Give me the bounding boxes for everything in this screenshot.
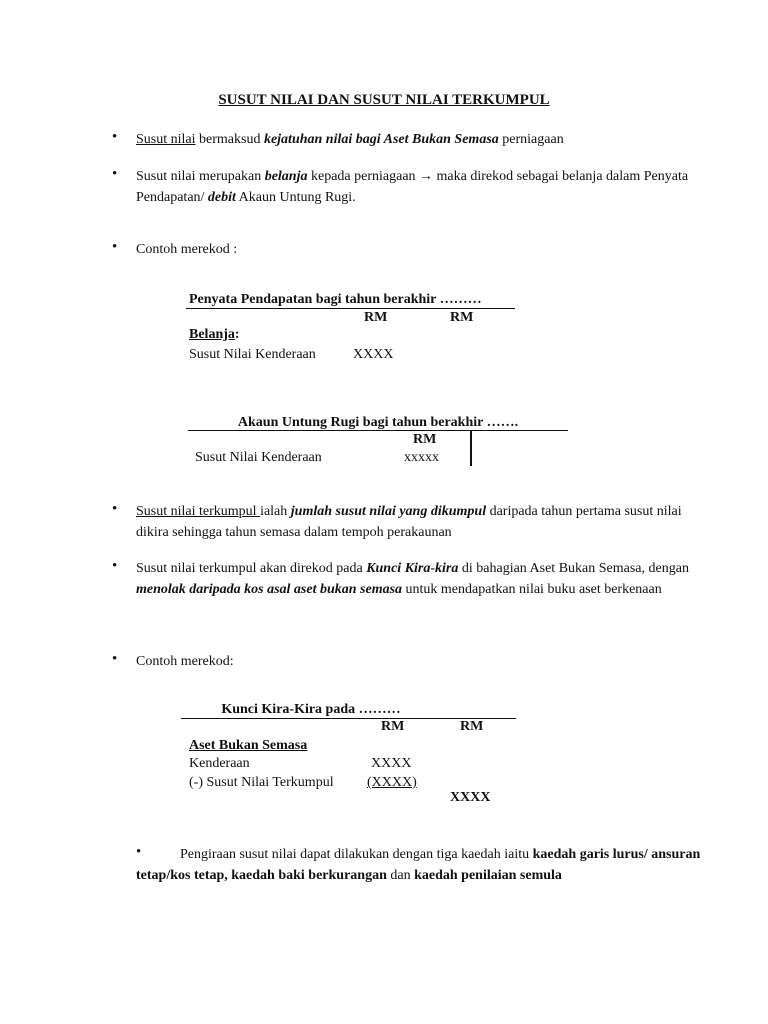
strong-text: kaedah penilaian semula bbox=[414, 868, 562, 883]
row-value: XXXX bbox=[371, 756, 412, 771]
emphasis-text: Kunci Kira-kira bbox=[366, 561, 459, 576]
bullet-icon: • bbox=[112, 166, 118, 182]
text-segment: maka direkod sebagai belanja dalam Penyata Pendapatan/ bbox=[136, 169, 689, 205]
text-segment: bermaksud bbox=[195, 132, 264, 147]
emphasis-text: jumlah susut nilai yang dikumpul bbox=[290, 504, 487, 519]
section-heading bbox=[189, 327, 240, 343]
text-segment: Akaun Untung Rugi. bbox=[235, 190, 356, 205]
emphasis-text: debit bbox=[207, 190, 236, 205]
bullet-icon: • bbox=[112, 558, 118, 574]
paragraph-belanja bbox=[136, 166, 706, 208]
column-header-rm: RM bbox=[450, 310, 474, 325]
bullet-icon: • bbox=[112, 129, 118, 145]
bullet-icon: • bbox=[112, 651, 118, 667]
account-t-divider bbox=[470, 431, 472, 466]
strong-text: kaedah garis lurus/ ansuran tetap/kos tetap, kaedah baki berkurangan bbox=[136, 847, 701, 883]
row-value: XXXX bbox=[353, 347, 394, 362]
text-segment: dan bbox=[386, 868, 415, 883]
paragraph-contoh-merekod: Contoh merekod : bbox=[136, 242, 238, 257]
term-susut-nilai: Susut nilai bbox=[136, 132, 196, 147]
paragraph-kunci-kira-kira bbox=[136, 558, 706, 600]
column-header-rm: RM bbox=[460, 719, 484, 734]
statement-top-rule bbox=[186, 308, 515, 309]
statement-title: Penyata Pendapatan bagi tahun berakhir ……… bbox=[189, 292, 482, 307]
section-heading: Aset Bukan Semasa bbox=[189, 738, 308, 753]
column-header-rm: RM bbox=[364, 310, 388, 325]
account-title: Akaun Untung Rugi bagi tahun berakhir ……. bbox=[237, 415, 519, 430]
text-segment: Susut nilai terkumpul akan direkod pada bbox=[136, 561, 367, 576]
emphasis-text: belanja bbox=[264, 169, 308, 184]
text-segment: kepada perniagaan bbox=[307, 169, 420, 184]
bullet-icon: • bbox=[112, 501, 118, 517]
paragraph-susut-nilai-terkumpul bbox=[136, 501, 706, 543]
bullet-icon: • bbox=[112, 239, 118, 255]
total-value: XXXX bbox=[450, 790, 491, 805]
row-value: (XXXX) bbox=[367, 775, 417, 790]
text-segment: untuk mendapatkan nilai buku aset berkenaan bbox=[402, 582, 662, 597]
row-value: xxxxx bbox=[404, 450, 439, 465]
paragraph-contoh-merekod: Contoh merekod: bbox=[136, 654, 234, 669]
paragraph-pengiraan bbox=[136, 844, 706, 886]
row-label: Susut Nilai Kenderaan bbox=[195, 450, 322, 465]
text-segment: perniagaan bbox=[498, 132, 564, 147]
emphasis-text: menolak daripada kos asal aset bukan semasa bbox=[136, 582, 403, 597]
account-top-rule bbox=[188, 430, 568, 431]
column-header-rm: RM bbox=[413, 432, 437, 447]
paragraph-susut-nilai-definition bbox=[136, 129, 706, 150]
balance-sheet-title: Kunci Kira-Kira pada ……… bbox=[221, 702, 401, 717]
document-title: SUSUT NILAI DAN SUSUT NILAI TERKUMPUL bbox=[218, 92, 550, 108]
emphasis-text: kejatuhan nilai bagi Aset Bukan Semasa bbox=[263, 132, 499, 147]
row-label: Kenderaan bbox=[189, 756, 250, 771]
row-label: Susut Nilai Kenderaan bbox=[189, 347, 316, 362]
row-label: (-) Susut Nilai Terkumpul bbox=[189, 775, 334, 790]
arrow-right-icon: → bbox=[419, 169, 434, 184]
term-susut-nilai-terkumpul: Susut nilai terkumpul bbox=[136, 504, 261, 519]
text-segment: ialah bbox=[260, 504, 291, 519]
bullet-icon: • bbox=[136, 844, 142, 860]
text-segment: Susut nilai merupakan bbox=[136, 169, 265, 184]
text-segment: : bbox=[234, 327, 240, 342]
text-segment: Pengiraan susut nilai dapat dilakukan dengan tiga kaedah iaitu bbox=[180, 847, 533, 862]
text-segment: di bahagian Aset Bukan Semasa, dengan bbox=[458, 561, 689, 576]
section-label: Belanja bbox=[189, 327, 235, 342]
column-header-rm: RM bbox=[381, 719, 405, 734]
text-segment: daripada tahun pertama susut nilai dikira sehingga tahun semasa dalam tempoh perakaunan bbox=[136, 504, 682, 540]
